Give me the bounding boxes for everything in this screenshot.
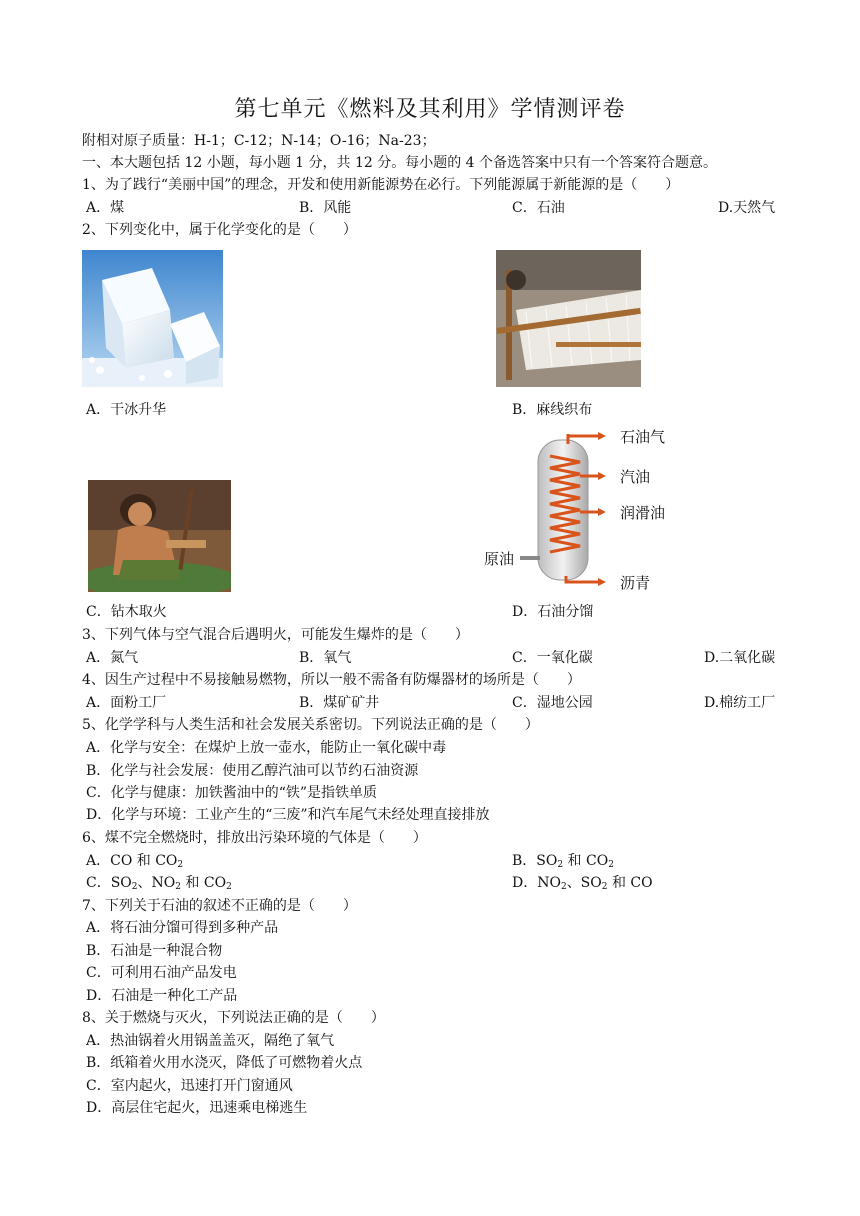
q4-option-b: B．煤矿矿井: [299, 695, 380, 711]
q5-option-c: C．化学与健康：加铁酱油中的“铁”是指铁单质: [86, 785, 378, 801]
q8-option-a: A．热油锅着火用锅盖盖灭，隔绝了氧气: [86, 1033, 335, 1049]
q8-option-c: C．室内起火，迅速打开门窗通风: [86, 1078, 293, 1094]
q2-option-c: C．钻木取火: [86, 604, 167, 620]
q2-option-d: D．石油分馏: [512, 604, 594, 620]
q4-option-a: A．面粉工厂: [86, 695, 167, 711]
loom-weaving-image: [496, 250, 641, 387]
q6-option-c: C．$SO_2$、$NO_2$ 和 $CO_2$: [86, 875, 232, 892]
q1-option-a: A．煤: [86, 200, 125, 216]
dry-ice-image: [82, 250, 223, 387]
label-petroleum-gas: 石油气: [620, 429, 666, 446]
q1-option-d: D.天然气: [718, 200, 776, 216]
label-crude-oil: 原油: [484, 551, 515, 568]
q3-option-b: B．氧气: [299, 650, 352, 666]
section-instructions: 一、本大题包括 12 小题，每小题 1 分，共 12 分。每小题的 4 个备选答案中只有一个答案符合题意。: [82, 155, 718, 171]
question-8-stem: 8、关于燃烧与灭火，下列说法正确的是（ ）: [82, 1010, 385, 1026]
q8-option-d: D．高层住宅起火，迅速乘电梯逃生: [86, 1100, 308, 1116]
q2-option-b: B．麻线织布: [512, 402, 593, 418]
q7-option-d: D．石油是一种化工产品: [86, 988, 238, 1004]
q6-option-b: B．$SO_2$ 和 $CO_2$: [512, 853, 614, 870]
q7-option-b: B．石油是一种混合物: [86, 943, 223, 959]
label-asphalt: 沥青: [620, 575, 651, 592]
q5-option-b: B．化学与社会发展：使用乙醇汽油可以节约石油资源: [86, 763, 419, 779]
question-2-stem: 2、下列变化中，属于化学变化的是（ ）: [82, 222, 357, 238]
q7-option-a: A．将石油分馏可得到多种产品: [86, 920, 279, 936]
drill-wood-fire-image: [88, 480, 231, 592]
q1-option-c: C．石油: [512, 200, 565, 216]
q1-option-b: B．风能: [299, 200, 352, 216]
question-3-stem: 3、下列气体与空气混合后遇明火，可能发生爆炸的是（ ）: [82, 627, 469, 643]
question-1-stem: 1、为了践行“美丽中国”的理念，开发和使用新能源势在必行。下列能源属于新能源的是（ ）: [82, 177, 680, 193]
q4-option-d: D.棉纺工厂: [704, 695, 776, 711]
atomic-mass-note: 附相对原子质量：H-1；C-12；N-14；O-16；Na-23；: [82, 133, 436, 149]
fractionating-column-diagram: [480, 426, 680, 594]
question-5-stem: 5、化学学科与人类生活和社会发展关系密切。下列说法正确的是（ ）: [82, 717, 539, 733]
page-title: 第七单元《燃料及其利用》学情测评卷: [234, 97, 626, 122]
q5-option-a: A．化学与安全：在煤炉上放一壶水，能防止一氧化碳中毒: [86, 740, 447, 756]
q8-option-b: B．纸箱着火用水浇灭，降低了可燃物着火点: [86, 1055, 363, 1071]
label-gasoline: 汽油: [620, 469, 651, 486]
q3-option-c: C．一氧化碳: [512, 650, 593, 666]
question-6-stem: 6、煤不完全燃烧时，排放出污染环境的气体是（ ）: [82, 830, 427, 846]
question-7-stem: 7、下列关于石油的叙述不正确的是（ ）: [82, 898, 357, 914]
q6-option-d: D．$NO_2$、$SO_2$ 和 CO: [512, 875, 653, 892]
q2-option-a: A．干冰升华: [86, 402, 167, 418]
label-lubricating-oil: 润滑油: [620, 505, 666, 522]
q3-option-d: D.二氧化碳: [704, 650, 776, 666]
q5-option-d: D．化学与环境：工业产生的“三废”和汽车尾气未经处理直接排放: [86, 807, 490, 823]
q7-option-c: C．可利用石油产品发电: [86, 965, 237, 981]
q4-option-c: C．湿地公园: [512, 695, 593, 711]
q3-option-a: A．氮气: [86, 650, 139, 666]
question-4-stem: 4、因生产过程中不易接触易燃物，所以一般不需备有防爆器材的场所是（ ）: [82, 672, 581, 688]
q6-option-a: A．CO 和 $CO_2$: [86, 853, 184, 870]
